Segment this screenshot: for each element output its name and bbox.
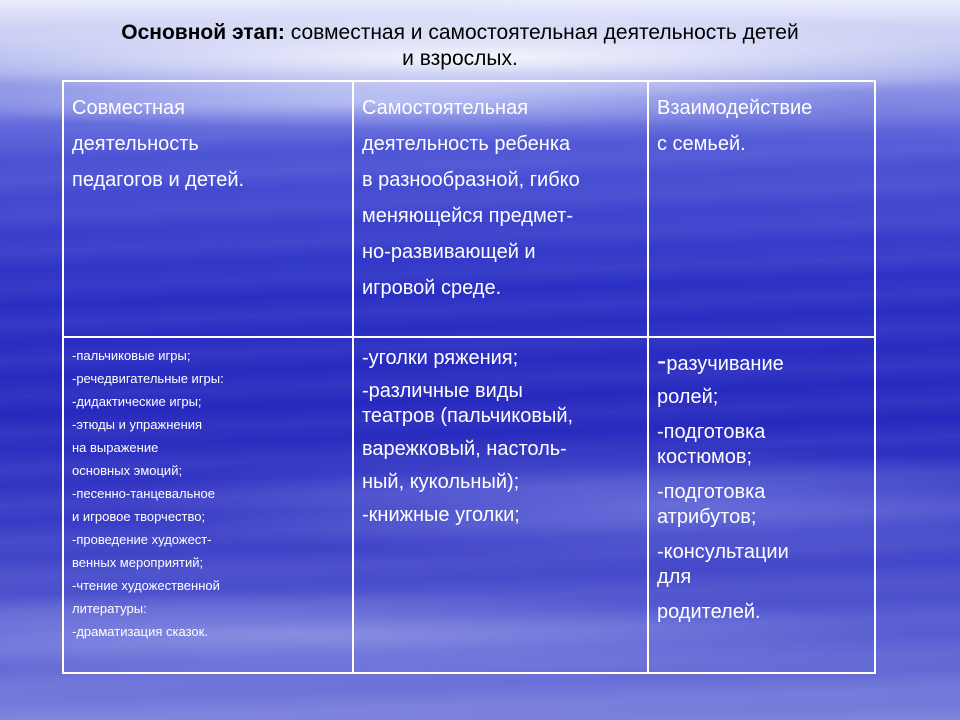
list-item: родителей. xyxy=(657,601,761,623)
header-line: деятельность xyxy=(72,133,199,155)
list-item: -речедвигательные игры: xyxy=(72,371,224,386)
table-body-row xyxy=(63,337,875,673)
header-cell-independent xyxy=(353,81,648,337)
header-line: Взаимодействие xyxy=(657,97,813,119)
header-cell-family xyxy=(648,81,875,337)
list-item: на выражение xyxy=(72,440,159,455)
list-item: и игровое творчество; xyxy=(72,509,206,524)
list-item: -драматизация сказок. xyxy=(72,624,208,639)
list-item: -дидактические игры; xyxy=(72,394,202,409)
list-item: театров (пальчиковый, xyxy=(362,405,574,427)
header-cell-joint xyxy=(63,81,353,337)
list-item xyxy=(657,345,866,377)
list-item: -чтение художественной xyxy=(72,578,220,593)
list-item: -книжные уголки; xyxy=(362,504,520,526)
list-item: -этюды и упражнения xyxy=(72,417,203,432)
list-item: варежковый, настоль- xyxy=(362,438,567,460)
slide-title-rest: совместная и самостоятельная деятельность детей xyxy=(284,21,799,44)
cell-family-activities xyxy=(648,337,875,673)
cell-independent-activities xyxy=(353,337,648,673)
slide-title-line2: и взрослых. xyxy=(402,47,518,70)
header-line: Самостоятельная xyxy=(362,97,529,119)
header-line: с семьей. xyxy=(657,133,746,155)
list-item: ный, кукольный); xyxy=(362,471,520,493)
header-line: деятельность ребенка xyxy=(362,133,571,155)
list-item: -уголки ряжения; xyxy=(362,347,519,369)
slide-title xyxy=(40,20,880,72)
list-item: венных мероприятий; xyxy=(72,555,204,570)
dash-mark: - xyxy=(657,345,667,376)
list-item: -проведение художест- xyxy=(72,532,212,547)
header-line: Совместная xyxy=(72,97,185,119)
header-line: педагогов и детей. xyxy=(72,169,245,191)
list-item: -песенно-танцевальное xyxy=(72,486,215,501)
list-item: -подготовка xyxy=(657,421,766,443)
slide-title-bold: Основной этап: xyxy=(121,21,285,44)
table-header-row xyxy=(63,81,875,337)
list-item: литературы: xyxy=(72,601,147,616)
list-item: -пальчиковые игры; xyxy=(72,348,191,363)
list-item: -подготовка xyxy=(657,481,766,503)
header-line: но-развивающей и xyxy=(362,241,536,263)
list-item: для xyxy=(657,566,692,588)
header-line: меняющейся предмет- xyxy=(362,205,573,227)
list-item: основных эмоций; xyxy=(72,463,183,478)
header-line: в разнообразной, гибко xyxy=(362,169,580,191)
list-item: костюмов; xyxy=(657,446,753,468)
activity-table xyxy=(62,80,876,674)
header-line: игровой среде. xyxy=(362,277,502,299)
cell-joint-activities xyxy=(63,337,353,673)
list-item: -консультации xyxy=(657,541,789,563)
list-item: ролей; xyxy=(657,386,719,408)
list-item: -различные виды xyxy=(362,380,523,402)
list-item: атрибутов; xyxy=(657,506,757,528)
list-item-text: разучивание xyxy=(666,353,784,375)
